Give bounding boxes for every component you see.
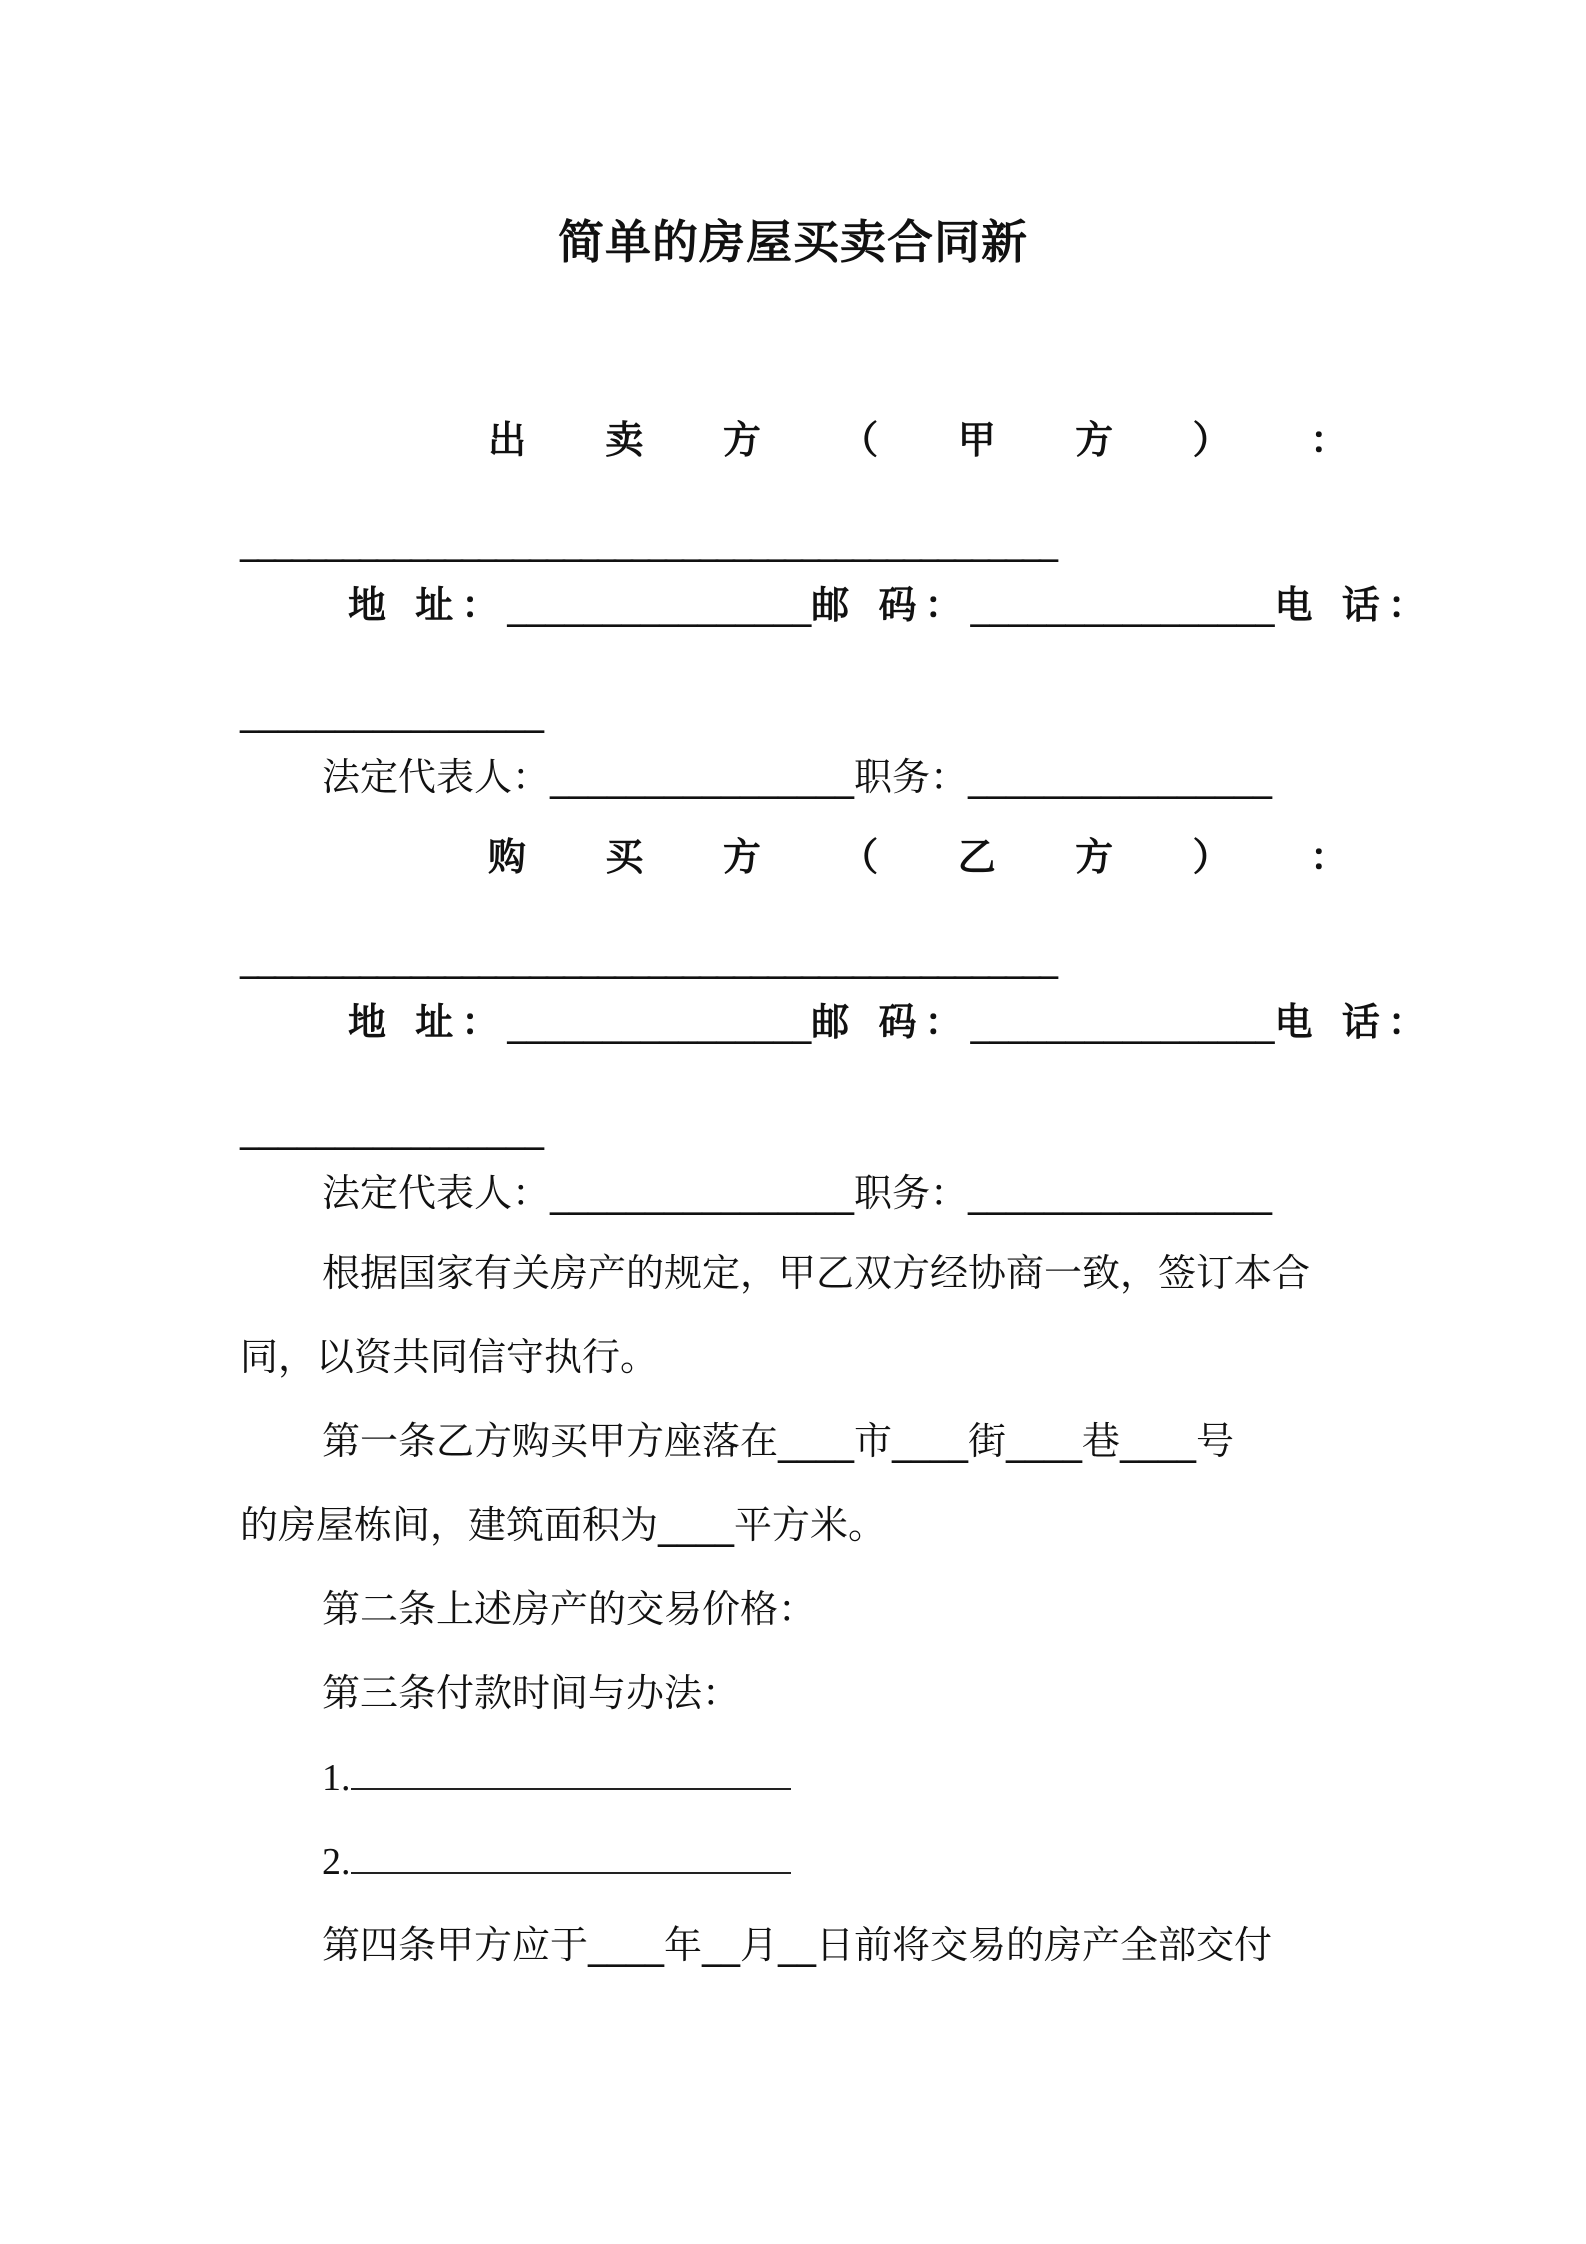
buyer-heading bbox=[488, 832, 1348, 882]
document-title: 简单的房屋买卖合同新 bbox=[558, 215, 1028, 269]
seller-address-label: 地 址： bbox=[348, 583, 508, 627]
seller-name-blank: ________________________________________________ bbox=[240, 518, 1056, 562]
seller-representative-line: 法定代表人：________________职务：________________ bbox=[322, 755, 1273, 799]
preamble-line-2: 同，以资共同信守执行。 bbox=[240, 1335, 659, 1379]
seller-phone-label: 电 话： bbox=[1274, 583, 1434, 627]
buyer-name-blank: ________________________________________________ bbox=[240, 935, 1056, 979]
buyer-heading-char: 方 bbox=[722, 835, 761, 879]
seller-heading-char: 方 bbox=[722, 418, 761, 462]
buyer-heading-char: 购 bbox=[488, 835, 527, 879]
seller-heading-char: 方 bbox=[1075, 418, 1114, 462]
buyer-postcode-blank: ________________ bbox=[970, 1000, 1275, 1044]
article-1-line-1: 第一条乙方购买甲方座落在____市____街____巷____号 bbox=[322, 1419, 1235, 1463]
payment-item-number: 1. bbox=[322, 1757, 351, 1799]
buyer-phone-label: 电 话： bbox=[1274, 1000, 1434, 1044]
buyer-address-label: 地 址： bbox=[348, 1000, 508, 1044]
seller-heading-char: 出 bbox=[488, 418, 527, 462]
payment-item-number: 2. bbox=[322, 1841, 351, 1883]
seller-heading bbox=[488, 415, 1348, 465]
buyer-heading-char: ： bbox=[1309, 835, 1348, 879]
payment-item-1 bbox=[240, 1752, 1350, 1803]
buyer-representative-line: 法定代表人：________________职务：________________ bbox=[322, 1171, 1273, 1215]
seller-postcode-label: 邮 码： bbox=[811, 583, 971, 627]
article-3: 第三条付款时间与办法： bbox=[322, 1671, 741, 1715]
article-1-line-2: 的房屋栋间，建筑面积为____平方米。 bbox=[240, 1503, 887, 1547]
seller-heading-char: 卖 bbox=[605, 418, 644, 462]
buyer-heading-char: 买 bbox=[605, 835, 644, 879]
buyer-heading-char: 方 bbox=[1075, 835, 1114, 879]
payment-item-2 bbox=[240, 1836, 1350, 1887]
seller-heading-char: ： bbox=[1309, 418, 1348, 462]
buyer-address-blank: ________________ bbox=[507, 1000, 812, 1044]
seller-phone-blank: ________________ bbox=[240, 689, 544, 733]
buyer-heading-char: （ bbox=[840, 835, 879, 879]
seller-contact-row bbox=[348, 580, 1434, 630]
buyer-phone-blank: ________________ bbox=[240, 1106, 544, 1150]
buyer-heading-char: 乙 bbox=[957, 835, 996, 879]
buyer-postcode-label: 邮 码： bbox=[811, 1000, 971, 1044]
payment-item-underline bbox=[351, 1836, 791, 1874]
article-4: 第四条甲方应于____年__月__日前将交易的房产全部交付 bbox=[322, 1923, 1273, 1967]
seller-address-blank: ________________ bbox=[507, 583, 812, 627]
seller-postcode-blank: ________________ bbox=[970, 583, 1275, 627]
seller-heading-char: 甲 bbox=[957, 418, 996, 462]
preamble-line-1: 根据国家有关房产的规定，甲乙双方经协商一致，签订本合 bbox=[322, 1251, 1311, 1295]
seller-heading-char: ） bbox=[1192, 418, 1231, 462]
buyer-heading-char: ） bbox=[1192, 835, 1231, 879]
payment-item-underline bbox=[351, 1752, 791, 1790]
buyer-contact-row bbox=[348, 997, 1434, 1047]
article-2: 第二条上述房产的交易价格： bbox=[322, 1587, 817, 1631]
seller-heading-char: （ bbox=[840, 418, 879, 462]
